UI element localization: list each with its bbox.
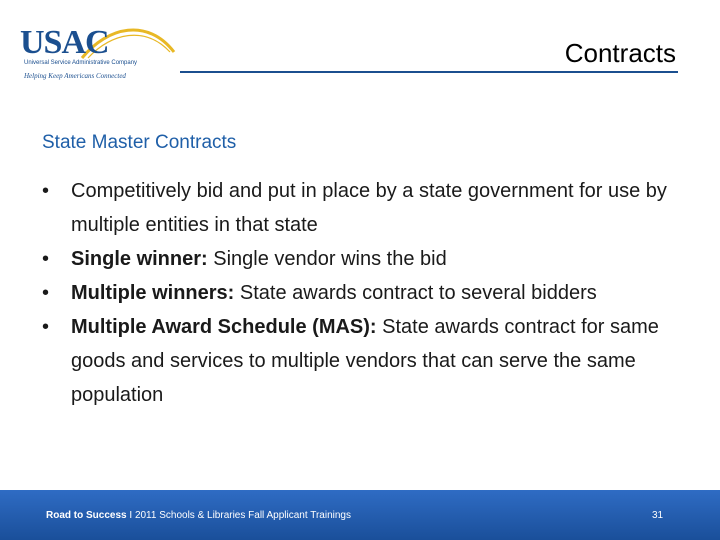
slide-content [42, 132, 682, 412]
bullet-dot-icon: • [42, 282, 50, 304]
bullet-dot-icon: • [42, 316, 50, 338]
bullet-text: State awards contract to several bidders [234, 282, 597, 304]
section-subtitle: State Master Contracts [42, 132, 237, 153]
bullet-item [42, 276, 682, 310]
logo-text: USAC [20, 24, 109, 61]
bullet-dot-icon: • [42, 180, 50, 202]
bullet-bold-text: Multiple Award Schedule (MAS): [71, 316, 377, 338]
logo-subtitle: Universal Service Administrative Company [24, 60, 138, 66]
logo-tagline: Helping Keep Americans Connected [24, 72, 126, 80]
slide-title: Contracts [564, 38, 676, 68]
bullet-list [42, 174, 682, 412]
usac-logo [20, 22, 180, 86]
bullet-bold-text: Single winner: [71, 248, 208, 270]
bullet-bold-text: Multiple winners: [71, 282, 235, 304]
footer-separator: I [126, 510, 135, 521]
bullet-item [42, 242, 682, 276]
title-divider [180, 71, 678, 73]
bullet-text: Competitively bid and put in place by a state government for use by multiple entities in that state [71, 180, 667, 236]
bullet-item [42, 174, 682, 242]
bullet-text: Single vendor wins the bid [207, 248, 447, 270]
slide-footer [0, 490, 720, 540]
footer-training-text: 2011 Schools & Libraries Fall Applicant Trainings [134, 510, 351, 521]
bullet-text: State awards contract for same goods and services to multiple vendors that can serve the same population [71, 316, 659, 406]
slide-header [0, 0, 720, 100]
footer-bold-text: Road to Success [46, 510, 127, 521]
page-number: 31 [652, 510, 664, 521]
footer-text [46, 510, 351, 521]
bullet-item [42, 310, 682, 412]
bullet-dot-icon: • [42, 248, 50, 270]
